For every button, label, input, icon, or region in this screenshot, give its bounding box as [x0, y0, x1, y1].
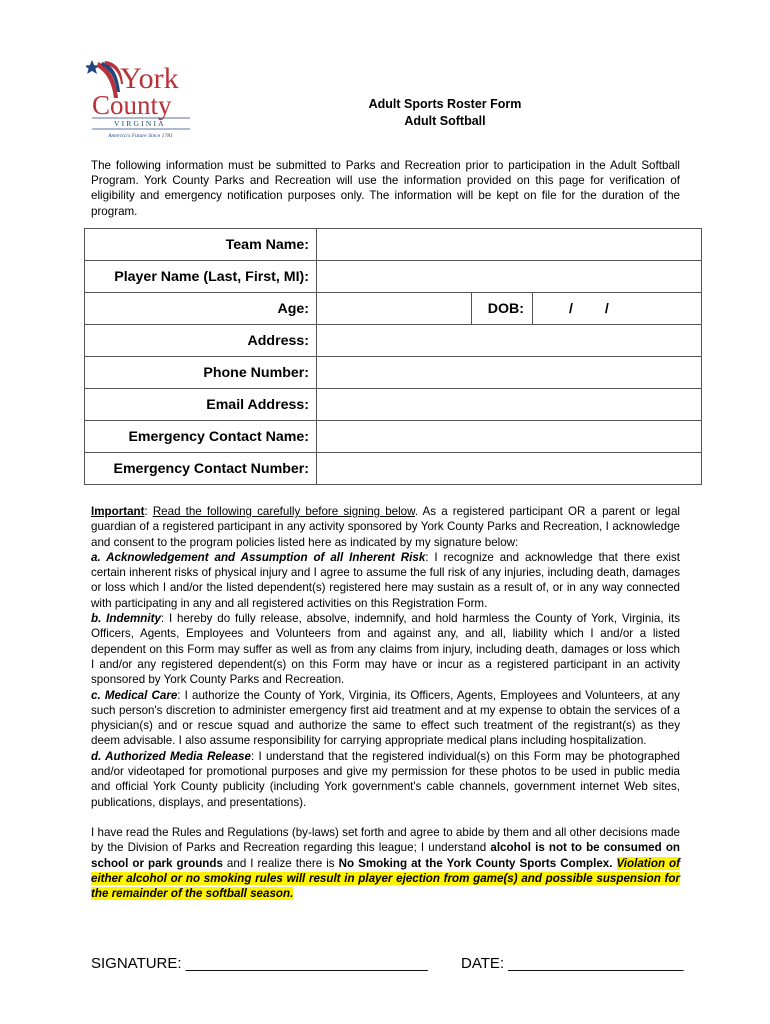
rules-paragraph: I have read the Rules and Regulations (by-laws) set forth and agree to abide by them and all other decisions made by the Division of Parks and Recreation regarding this league; I understand alcohol is not to be consumed on school or park grounds and I realize there is No Smoking at the York County Sports Complex. Violation of either alcohol or no smoking rules will result in player ejection from game(s) and possible suspension for the remainder of the softball season.: [91, 825, 680, 901]
item-d-title: d. Authorized Media Release: [91, 749, 251, 763]
row-email: [85, 389, 702, 421]
signature-row: [91, 955, 691, 972]
email-label: Email Address:: [85, 389, 317, 421]
roster-form-table: [84, 228, 702, 485]
row-team-name: [85, 229, 702, 261]
row-phone: [85, 357, 702, 389]
emergency-number-label: Emergency Contact Number:: [85, 453, 317, 485]
email-field[interactable]: [317, 389, 702, 421]
alcohol-rule: alcohol is not to be consumed on school or park grounds: [91, 841, 680, 870]
york-county-logo-graphic: [86, 52, 194, 140]
address-label: Address:: [85, 325, 317, 357]
dob-label: DOB:: [472, 293, 533, 325]
logo-line1: York: [120, 62, 179, 95]
row-emergency-number: [85, 453, 702, 485]
legal-important: Important: Read the following carefully before signing below. As a registered participant OR a parent or legal guardian of a registered participant in any activity sponsored by York County Parks and Recreation, I acknowledge and consent to the program policies listed here as indicated by my signature below:: [91, 505, 680, 549]
row-emergency-name: [85, 421, 702, 453]
item-c-title: c. Medical Care: [91, 688, 178, 702]
emergency-name-label: Emergency Contact Name:: [85, 421, 317, 453]
row-player-name: [85, 261, 702, 293]
logo-state: VIRGINIA: [114, 119, 166, 128]
legal-section: [91, 504, 680, 901]
dob-slashes: / /: [569, 300, 609, 317]
violation-warning: Violation of either alcohol or no smoking rules will result in player ejection from game(s) and possible suspension for the remainder of the softball season.: [91, 856, 680, 901]
item-a-title: a. Acknowledgement and Assumption of all Inherent Risk: [91, 550, 426, 564]
legal-item-b: b. Indemnity: I hereby do fully release, absolve, indemnify, and hold harmless the County of York, Virginia, its Officers, Agents, Employees and Volunteers from and against any, and all, liability which I and/or a listed dependent on this Form may suffer as well as from any claims from injury, including death, damages or loss which I and/or any registered dependent(s) on this Form may have or incur as a registered participant in an activity sponsored by York County Parks and Recreation.: [91, 612, 680, 687]
legal-item-d: d. Authorized Media Release: I understand that the registered individual(s) on this Form may be photographed and/or videotaped for promotional purposes and give my permission for these photos to be used in public media and official York County publicity (including York government's cable channels, government internet Web sites, publications, displays, and presentations).: [91, 749, 681, 809]
phone-label: Phone Number:: [85, 357, 317, 389]
row-address: [85, 325, 702, 357]
phone-field[interactable]: [317, 357, 702, 389]
date-line[interactable]: _____________________: [508, 955, 684, 972]
form-title: Adult Sports Roster Form: [368, 97, 522, 111]
emergency-name-field[interactable]: [317, 421, 702, 453]
no-smoking-rule: No Smoking at the York County Sports Complex.: [338, 856, 613, 870]
address-field[interactable]: [317, 325, 702, 357]
row-age-dob: [85, 293, 702, 325]
form-header: [280, 96, 610, 130]
age-field[interactable]: [317, 293, 472, 325]
form-subtitle: Adult Softball: [404, 114, 486, 128]
important-read: Read the following carefully before signing below: [152, 505, 415, 518]
signature-line[interactable]: _____________________________: [185, 955, 428, 972]
legal-item-a: a. Acknowledgement and Assumption of all Inherent Risk: I recognize and acknowledge that there exist certain inherent risks of physical injury and I agree to assume the full risk of any injuries, including death, damages or loss which I and/or the listed dependent(s) registered here may sustain as a result of, or in any way connected with participating in any and all registered activities on this Registration Form.: [91, 550, 680, 610]
team-name-field[interactable]: [317, 229, 702, 261]
legal-item-c: c. Medical Care: I authorize the County of York, Virginia, its Officers, Agents, Employees and Volunteers, at any such person's discretion to administer emergency first aid treatment and at my expense to obtain the services of a physician(s) and or rescue squad and authorize the same to effect such treatment of the registrant(s) as they deem advisable. I also assume responsibility for carrying appropriate medical plans including hospitalization.: [91, 688, 680, 748]
team-name-label: Team Name:: [85, 229, 317, 261]
item-b-title: b. Indemnity: [91, 612, 161, 626]
player-name-field[interactable]: [317, 261, 702, 293]
player-name-label: Player Name (Last, First, MI):: [85, 261, 317, 293]
logo-tagline: America's Future Since 1781: [108, 133, 173, 139]
logo-line2: County: [92, 90, 172, 120]
date-label: DATE:: [461, 955, 509, 972]
emergency-number-field[interactable]: [317, 453, 702, 485]
york-county-logo: [86, 52, 194, 140]
important-label: Important: [91, 505, 145, 518]
signature-label: SIGNATURE:: [91, 955, 186, 972]
dob-field[interactable]: [533, 293, 702, 325]
intro-paragraph: The following information must be submitted to Parks and Recreation prior to participation in the Adult Softball Program. York County Parks and Recreation will use the information provided on this page for verification of eligibility and emergency notification purposes only. The information will be kept on file for the duration of the program.: [91, 159, 680, 218]
age-label: Age:: [85, 293, 317, 325]
